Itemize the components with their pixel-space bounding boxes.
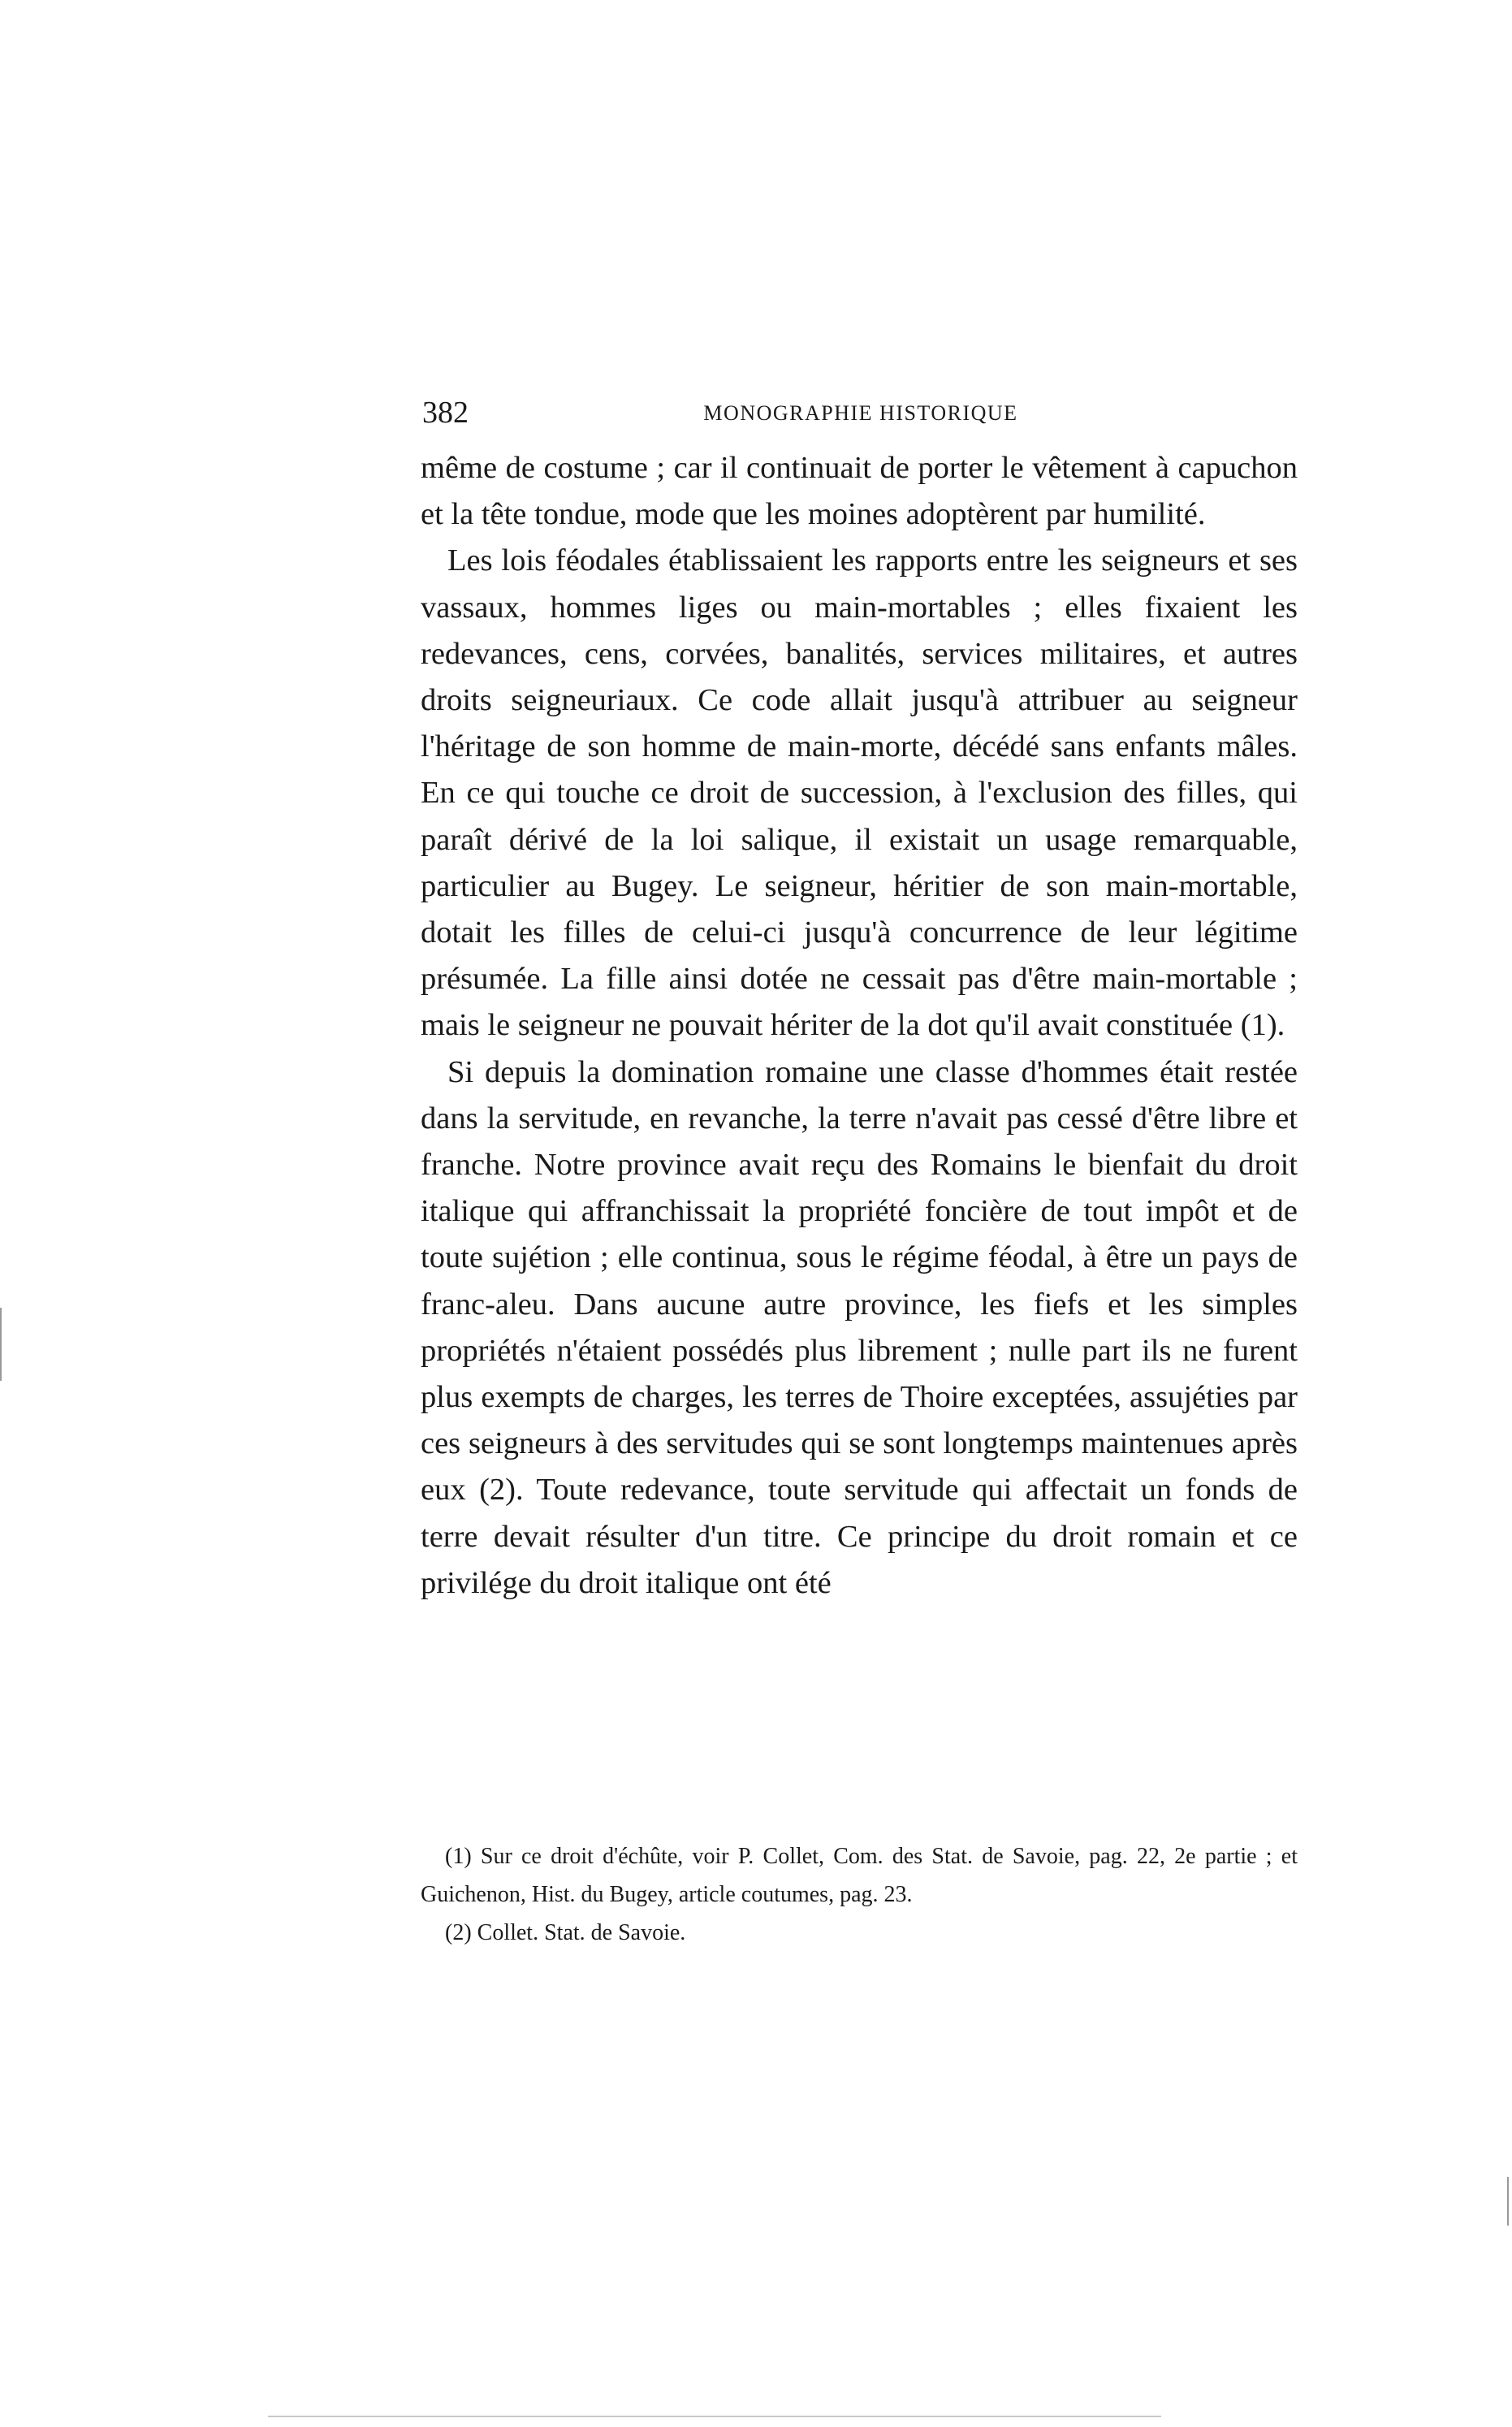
- scan-edge-mark-right: [1507, 2177, 1509, 2226]
- scan-edge-mark-left: [0, 1308, 2, 1381]
- footnote-1: (1) Sur ce droit d'échûte, voir P. Collet, Com. des Stat. de Savoie, pag. 22, 2e partie ; et Guichenon, Hist. du Bugey, article coutumes, pag. 23.: [421, 1844, 1298, 1907]
- footnote-2: (2) Collet. Stat. de Savoie.: [445, 1920, 686, 1945]
- page-header: [422, 395, 1299, 435]
- paragraph-continuation: même de costume ; car il continuait de porter le vêtement à capuchon et la tête tondue, mode que les moines adoptèrent par humilité.: [421, 451, 1298, 532]
- body-text: [421, 445, 1298, 1607]
- paragraph-feudal-laws: Les lois féodales établissaient les rapports entre les seigneurs et ses vassaux, hommes liges ou main-mortables ; elles fixaient les redevances, cens, corvées, banalités, services militaires, et autres droits seigneuriaux. Ce code allait jusqu'à attribuer au seigneur l'héritage de son homme de main-morte, décédé sans enfants mâles. En ce qui touche ce droit de succession, à l'exclusion des filles, qui paraît dérivé de la loi salique, il existait un usage remarquable, particulier au Bugey. Le seigneur, héritier de son main-mortable, dotait les filles de celui-ci jusqu'à concurrence de leur légitime présumée. La fille ainsi dotée ne cessait pas d'être main-mortable ; mais le seigneur ne pouvait hériter de la dot qu'il avait constituée (1).: [421, 543, 1298, 1043]
- paragraph-roman-domination: Si depuis la domination romaine une classe d'hommes était restée dans la servitude, en revanche, la terre n'avait pas cessé d'être libre et franche. Notre province avait reçu des Romains le bienfait du droit italique qui affranchissait la propriété foncière de tout impôt et de toute sujétion ; elle continua, sous le régime féodal, à être un pays de franc-aleu. Dans aucune autre province, les fiefs et les simples propriétés n'étaient possédés plus librement ; nulle part ils ne furent plus exempts de charges, les terres de Thoire exceptées, assujéties par ces seigneurs à des servitudes qui se sont longtemps maintenues après eux (2). Toute redevance, toute servitude qui affectait un fonds de terre devait résulter d'un titre. Ce principe du droit romain et ce privilége du droit italique ont été: [421, 1054, 1298, 1600]
- scan-dash-bottom: [268, 2416, 1161, 2417]
- running-title: MONOGRAPHIE HISTORIQUE: [703, 401, 1018, 425]
- footnotes: [421, 1837, 1298, 1952]
- page-number: 382: [422, 396, 469, 430]
